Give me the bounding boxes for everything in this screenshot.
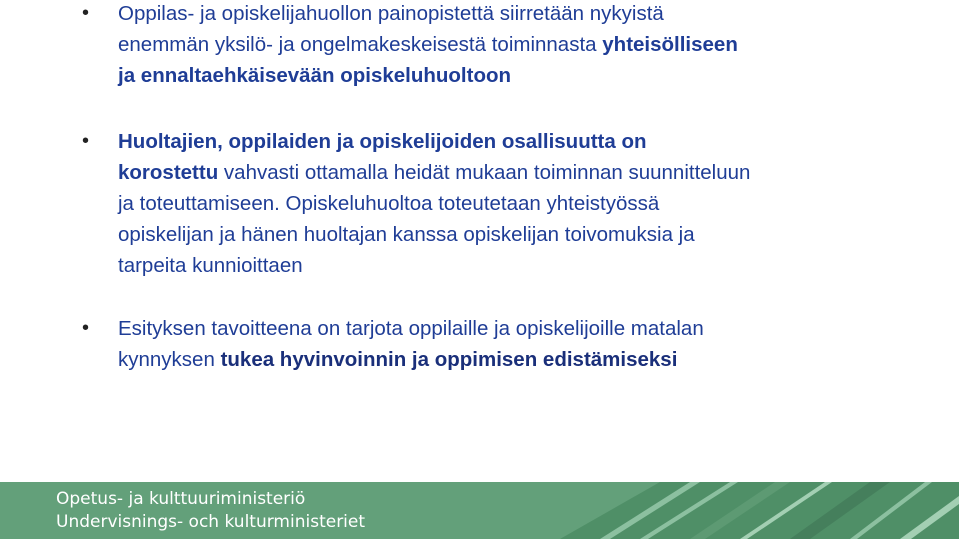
bullet-text [118,126,918,281]
text-run: tarpeita kunnioittaen [118,254,303,277]
text-run: opiskelijan ja hänen huoltajan kanssa opiskelijan toivomuksia ja [118,223,695,246]
bullet-line [118,126,918,157]
bullet-line [118,219,918,250]
ministry-name [56,488,365,534]
bullet-line [118,188,918,219]
bullet-line [118,157,918,188]
text-run: ja toteuttamiseen. Opiskeluhuoltoa toteutetaan yhteistyössä [118,192,660,215]
text-run: kynnyksen [118,348,221,371]
bullet-text [118,313,918,375]
text-run: vahvasti ottamalla heidät mukaan toiminnan suunnitteluun [218,161,751,184]
bullet-line [118,344,918,375]
text-run: enemmän yksilö- ja ongelmakeskeisestä toiminnasta [118,33,603,56]
bullet-marker: • [82,317,90,339]
emphasis-text: ja ennaltaehkäisevään opiskeluhuoltoon [118,64,512,87]
emphasis-text: tukea hyvinvoinnin ja oppimisen edistämiseksi [220,348,678,371]
text-run: Esityksen tavoitteena on tarjota oppilaille ja opiskelijoille matalan [118,317,704,340]
bullet-line [118,60,918,91]
emphasis-text: yhteisölliseen [602,33,738,56]
ministry-name-swedish: Undervisnings- och kulturministeriet [56,512,366,532]
bullet-marker: • [82,2,90,24]
ministry-footer-banner [0,482,959,539]
emphasis-text: Huoltajien, oppilaiden ja opiskelijoiden osallisuutta on [118,130,647,153]
bullet-line [118,0,918,29]
bullet-line [118,313,918,344]
ministry-name-finnish: Opetus- ja kulttuuriministeriö [56,489,306,509]
bullet-text [118,0,918,91]
text-run: Oppilas- ja opiskelijahuollon painopistettä siirretään nykyistä [118,2,664,25]
bullet-line [118,29,918,60]
bullet-line [118,250,918,281]
emphasis-text: korostettu [118,161,219,184]
bullet-marker: • [82,130,90,152]
